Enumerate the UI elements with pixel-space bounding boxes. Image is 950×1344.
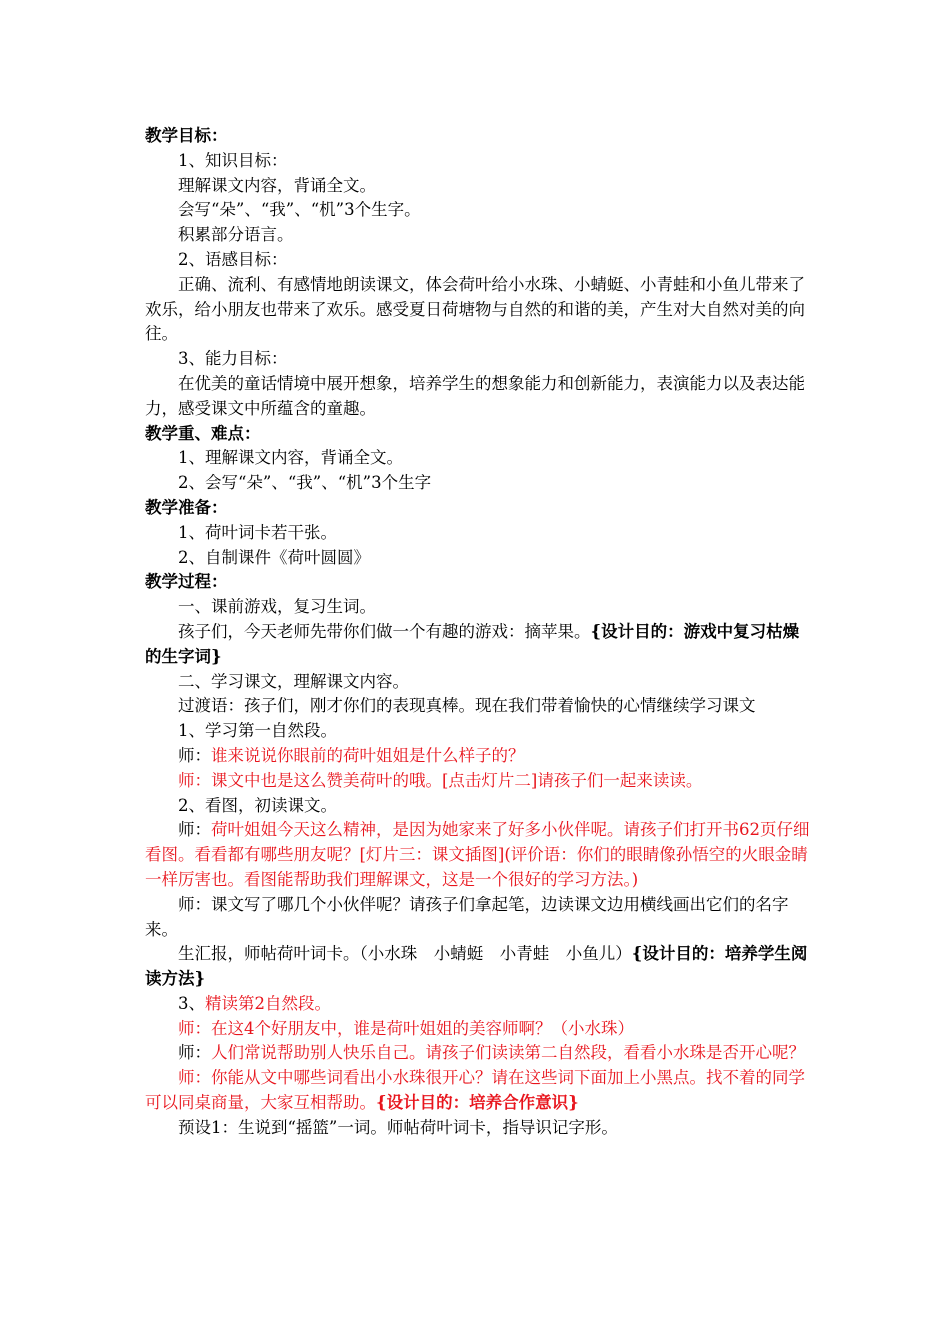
teacher-question-text: 师：你能从文中哪些词看出小水珠很开心？请在这些词下面加上小黑点。找不着的同学可以同桌商量，大家互相帮助。 <box>145 1068 805 1113</box>
heading-preparation: 教学准备： <box>145 497 228 517</box>
teacher-question-text: 谁来说说你眼前的荷叶姐姐是什么样子的？ <box>211 745 525 765</box>
goal-1-title: 1、知识目标： <box>178 150 288 170</box>
step-1-text: 孩子们，今天老师先带你们做一个有趣的游戏：摘苹果。 <box>178 621 591 641</box>
teacher-question-text: 人们常说帮助别人快乐自己。请孩子们读读第二自然段，看看小水珠是否开心呢？ <box>211 1043 805 1063</box>
substep-number: 3、 <box>178 993 205 1013</box>
design-purpose-note: {设计目的：培养学生阅读方法} <box>145 944 808 989</box>
heading-key-points: 教学重、难点： <box>145 423 261 443</box>
teacher-question <box>145 1066 810 1116</box>
substep-3-title <box>145 992 810 1017</box>
substep-1-title: 1、学习第一自然段。 <box>178 721 337 741</box>
step-2-title: 二、学习课文，理解课文内容。 <box>178 671 409 691</box>
goal-1-item: 理解课文内容，背诵全文。 <box>178 175 376 195</box>
student-report <box>145 942 810 992</box>
goal-1-item: 积累部分语言。 <box>178 225 294 245</box>
key-point-item: 2、会写“朵”、“我”、“机”3个生字 <box>178 473 432 493</box>
teacher-question: 师：在这4个好朋友中，谁是荷叶姐姐的美容师啊？（小水珠） <box>178 1018 634 1038</box>
student-report-text: 生汇报，师帖荷叶词卡。（小水珠 小蜻蜓 小青蛙 小鱼儿） <box>178 944 632 964</box>
lesson-plan-body <box>145 124 810 1141</box>
design-purpose-note: {设计目的：培养合作意识} <box>376 1093 579 1113</box>
preset-note: 预设1：生说到“摇篮”一词。师帖荷叶词卡，指导识记字形。 <box>178 1117 618 1137</box>
teacher-question: 师：课文中也是这么赞美荷叶的哦。[点击灯片二]请孩子们一起来读读。 <box>178 770 703 790</box>
heading-teaching-process: 教学过程： <box>145 572 228 592</box>
transition-text: 过渡语：孩子们，刚才你们的表现真棒。现在我们带着愉快的心情继续学习课文 <box>178 696 756 716</box>
teacher-question <box>145 1041 810 1066</box>
teacher-question <box>145 744 810 769</box>
substep-2-title: 2、看图，初读课文。 <box>178 795 337 815</box>
step-1-body <box>145 620 810 670</box>
preparation-item: 2、自制课件《荷叶圆圆》 <box>178 547 370 567</box>
goal-2-title: 2、语感目标： <box>178 249 288 269</box>
heading-teaching-goals: 教学目标： <box>145 126 228 145</box>
teacher-question: 师：课文写了哪几个小伙伴呢？请孩子们拿起笔，边读课文边用横线画出它们的名字来。 <box>145 894 789 939</box>
design-purpose-note: {设计目的：游戏中复习枯燥的生字词} <box>145 621 800 666</box>
teacher-question-text: 荷叶姐姐今天这么精神，是因为她家来了好多小伙伴呢。请孩子们打开书62页仔细看图。看看都有哪些朋友呢？[灯片三：课文插图](评价语：你们的眼睛像孙悟空的火眼金睛一样厉害也。看图能帮助我们理解课文，这是一个很好的学习方法。) <box>145 820 810 889</box>
goal-1-item: 会写“朵”、“我”、“机”3个生字。 <box>178 200 421 220</box>
goal-3-body: 在优美的童话情境中展开想象，培养学生的想象能力和创新能力，表演能力以及表达能力，感受课文中所蕴含的童趣。 <box>145 373 805 418</box>
teacher-prefix: 师： <box>178 1043 211 1063</box>
key-point-item: 1、理解课文内容，背诵全文。 <box>178 448 403 468</box>
goal-3-title: 3、能力目标： <box>178 349 288 369</box>
teacher-question <box>145 818 810 892</box>
teacher-prefix: 师： <box>178 820 211 840</box>
step-1-title: 一、课前游戏，复习生词。 <box>178 597 376 617</box>
substep-title-text: 精读第2自然段。 <box>205 993 331 1013</box>
teacher-prefix: 师： <box>178 745 211 765</box>
preparation-item: 1、荷叶词卡若干张。 <box>178 522 337 542</box>
goal-2-body: 正确、流利、有感情地朗读课文，体会荷叶给小水珠、小蜻蜓、小青蛙和小鱼儿带来了欢乐，给小朋友也带来了欢乐。感受夏日荷塘物与自然的和谐的美，产生对大自然对美的向往。 <box>145 274 805 344</box>
